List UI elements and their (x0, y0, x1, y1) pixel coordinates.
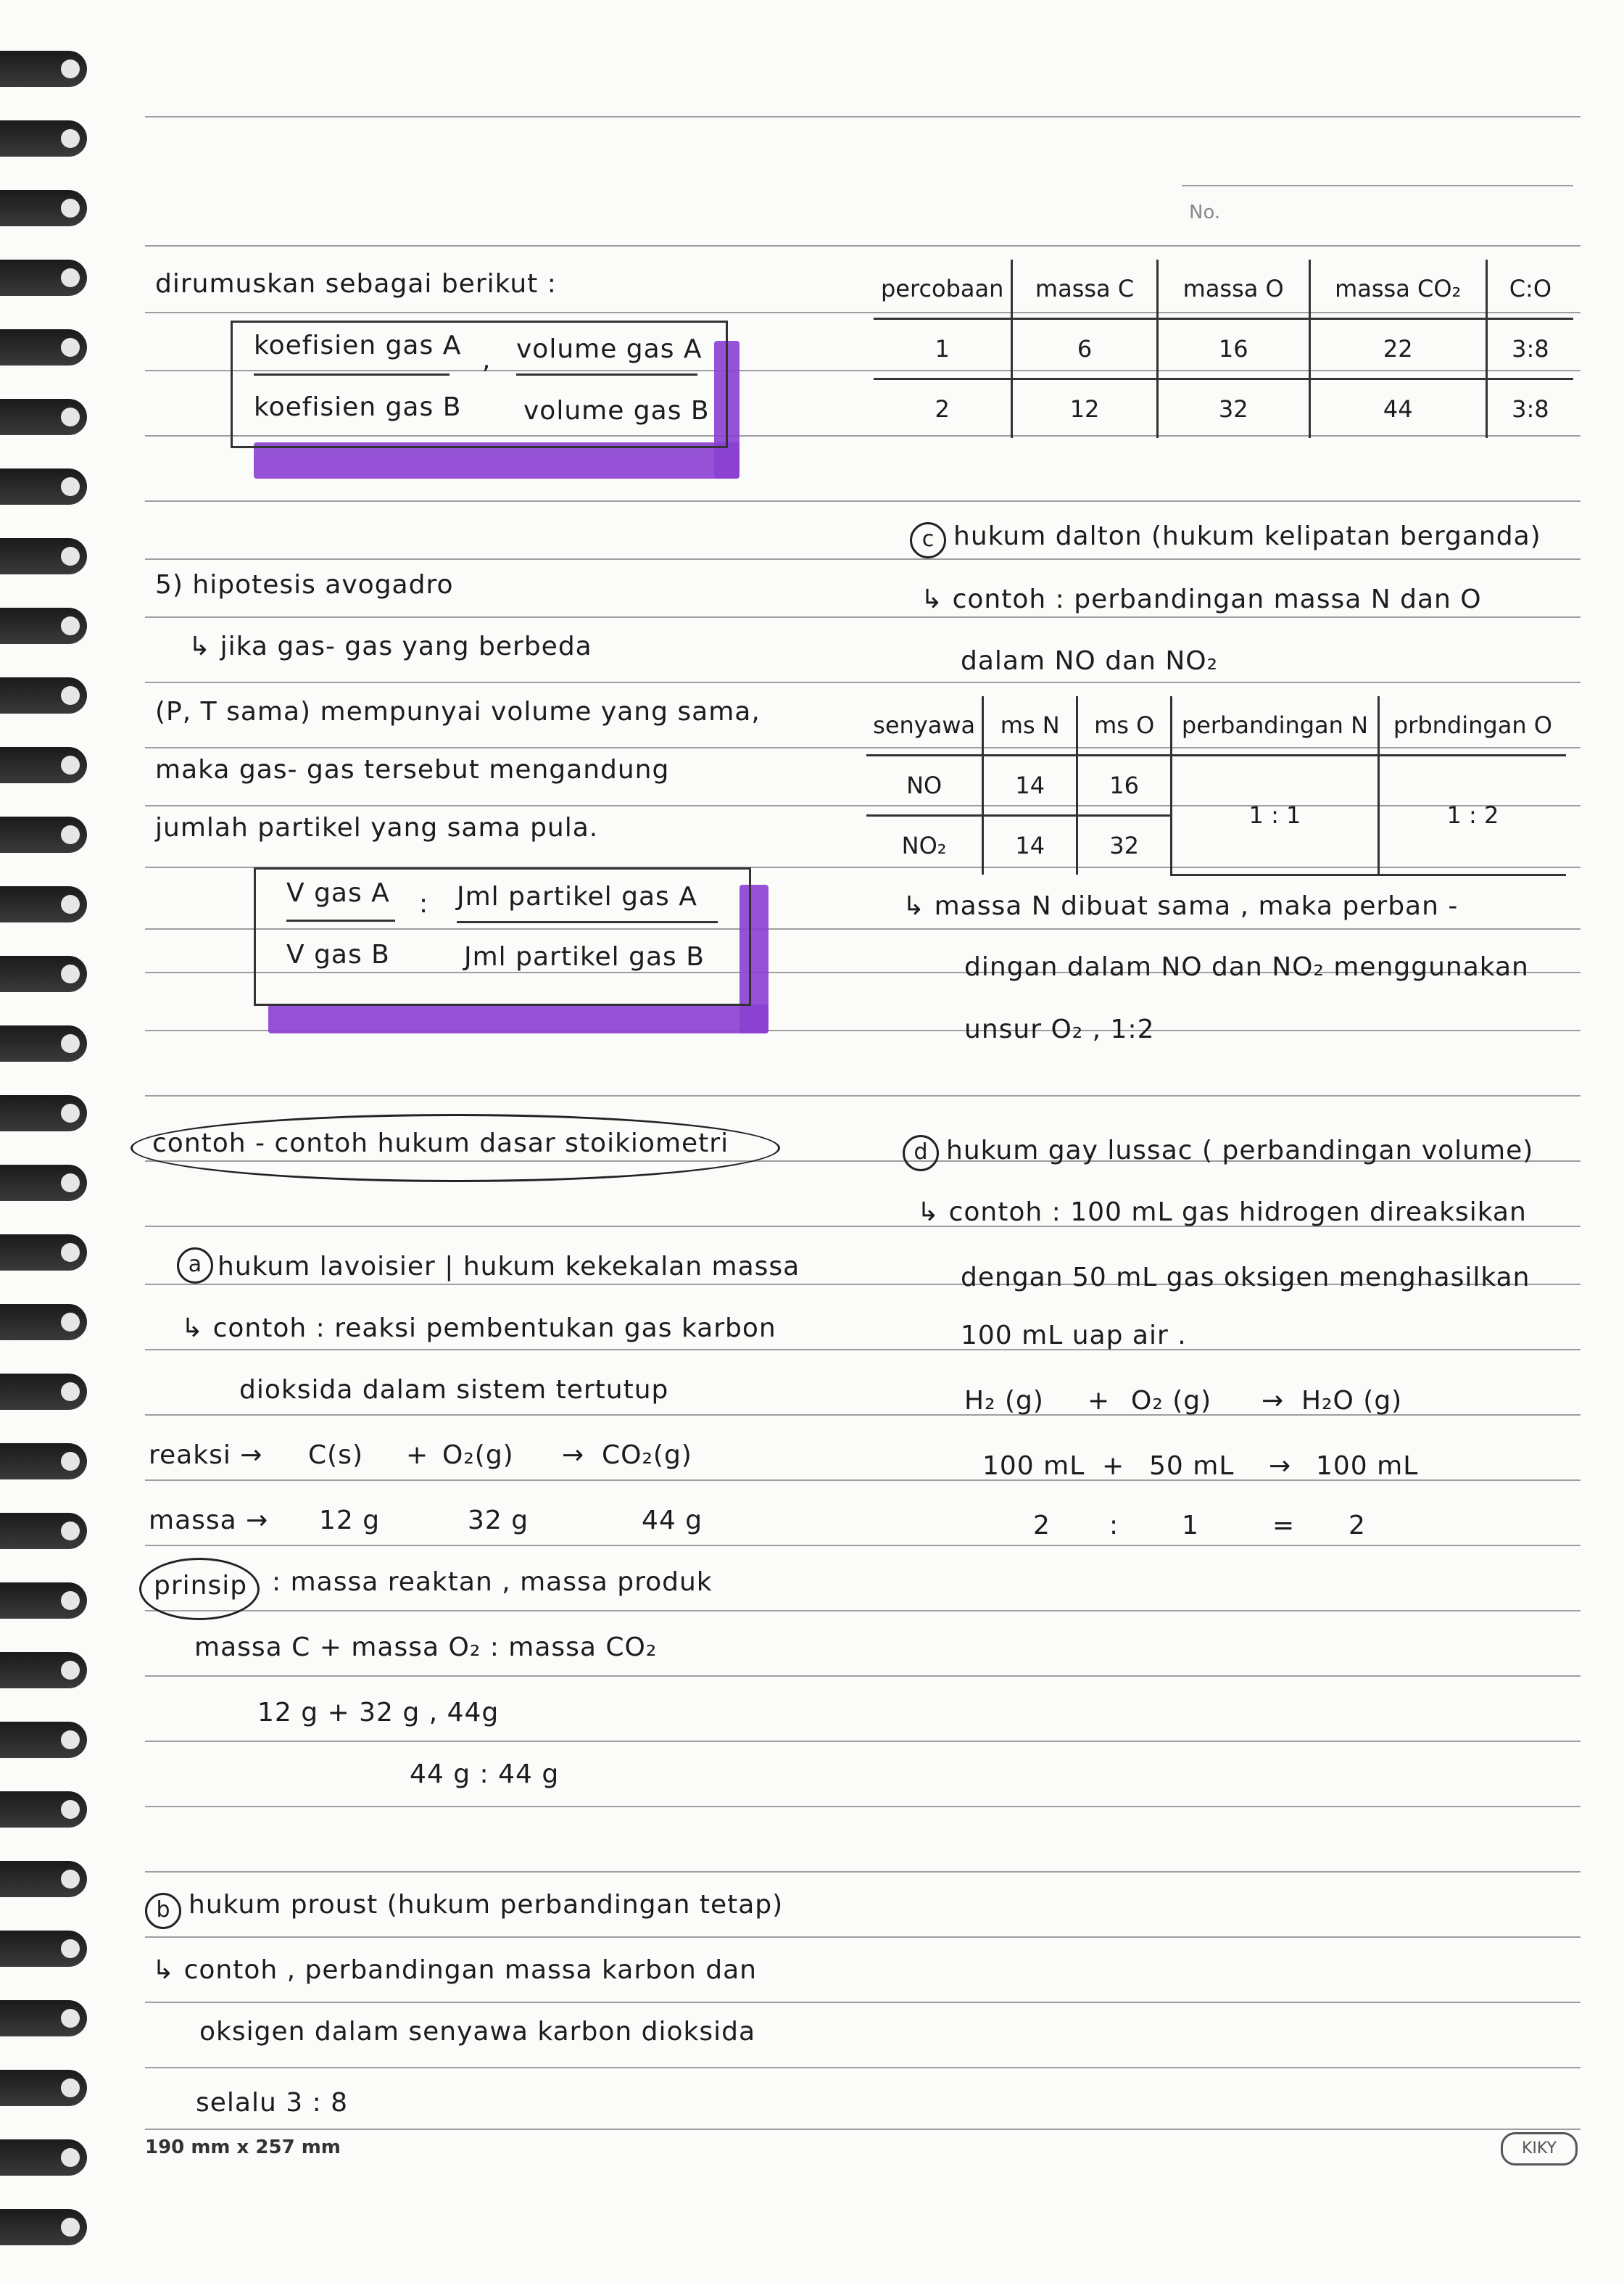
gl-plus: + (1088, 1386, 1111, 1416)
table-proust-header (874, 260, 1573, 319)
spiral-ring (0, 1025, 87, 1062)
gl-vol-1: 100 mL (982, 1451, 1085, 1481)
table-cell: 2 (874, 379, 1012, 439)
table-proust-head-1: percobaan (874, 260, 1012, 319)
spiral-ring (0, 51, 87, 87)
gl-ratio-1: 2 (1033, 1511, 1051, 1540)
d-line-3: 100 mL uap air . (961, 1321, 1187, 1350)
ruled-line (145, 1095, 1580, 1097)
gl-vol-3: 100 mL (1316, 1451, 1419, 1481)
spiral-ring (0, 1931, 87, 1967)
spiral-ring (0, 1095, 87, 1131)
formula1-frac-right (516, 373, 697, 376)
gl-ratio-colon: : (1109, 1511, 1119, 1540)
table-cell: 3:8 (1486, 319, 1573, 379)
table-dalton-head-1: senyawa (866, 696, 983, 756)
ruled-line (145, 1610, 1580, 1611)
table-dalton-header (866, 696, 1566, 756)
table-cell: 6 (1012, 319, 1157, 379)
s5-line-1: ↳ jika gas- gas yang berbeda (188, 632, 592, 661)
spiral-ring (0, 190, 87, 226)
calc-line-2: 12 g + 32 g , 44g (257, 1698, 500, 1727)
spiral-ring (0, 1791, 87, 1828)
table-cell: 16 (1077, 756, 1172, 816)
mass-product: 44 g (642, 1506, 703, 1535)
spiral-ring (0, 1234, 87, 1271)
calc-line-1: massa C + massa O₂ : massa CO₂ (194, 1632, 658, 1662)
mass-r1: 12 g (319, 1506, 381, 1535)
spiral-ring (0, 468, 87, 505)
calc-line-3: 44 g : 44 g (410, 1759, 560, 1789)
table-proust-head-2: massa C (1012, 260, 1157, 319)
ruled-line (145, 682, 1580, 683)
a-line-2: dioksida dalam sistem tertutup (239, 1375, 669, 1405)
a-letter-circle: a (177, 1247, 213, 1284)
reaction-product: CO₂(g) (602, 1440, 692, 1470)
reaction-plus: + (406, 1440, 429, 1470)
table-dalton-head-5: prbndingan O (1378, 696, 1566, 756)
reaction-r1: C(s) (308, 1440, 363, 1470)
ruled-line (145, 1349, 1580, 1350)
spiral-ring (0, 1652, 87, 1688)
b-line-3: selalu 3 : 8 (196, 2088, 349, 2118)
spiral-ring (0, 329, 87, 366)
gl-product: H₂O (g) (1301, 1386, 1403, 1416)
c-conclusion-2: dingan dalam NO dan NO₂ menggunakan (964, 952, 1529, 982)
formula2-den-right: Jml partikel gas B (464, 942, 705, 972)
table-cell: 14 (983, 816, 1077, 875)
b-letter-circle: b (145, 1893, 181, 1929)
table-dalton-head-2: ms N (983, 696, 1077, 756)
reaction-label: reaksi → (149, 1440, 263, 1470)
spiral-ring (0, 1165, 87, 1201)
spiral-ring (0, 2139, 87, 2176)
spiral-ring (0, 1443, 87, 1479)
ruled-line (145, 616, 1580, 618)
table-cell: 32 (1077, 816, 1172, 875)
mass-r2: 32 g (468, 1506, 529, 1535)
spiral-ring (0, 399, 87, 435)
formula1-num-left: koefisien gas A (254, 331, 462, 360)
table-dalton-head-3: ms O (1077, 696, 1172, 756)
spiral-ring (0, 2000, 87, 2036)
gl-r1: H₂ (g) (964, 1386, 1044, 1416)
d-title: hukum gay lussac ( perbandingan volume) (946, 1136, 1534, 1165)
ruled-line (145, 2067, 1580, 2068)
spiral-ring (0, 2070, 87, 2106)
table-cell: 12 (1012, 379, 1157, 439)
ruled-line (145, 1806, 1580, 1807)
ruled-line (145, 500, 1580, 502)
spiral-ring (0, 956, 87, 992)
table-cell: NO₂ (866, 816, 983, 875)
table-cell-ratio-o: 1 : 2 (1378, 756, 1566, 875)
spiral-ring (0, 538, 87, 574)
ruled-line (145, 245, 1580, 247)
ruled-line (145, 116, 1580, 117)
page-number-label: No. (1189, 202, 1221, 223)
d-line-2: dengan 50 mL gas oksigen menghasilkan (961, 1263, 1530, 1292)
gl-vol-2: 50 mL (1149, 1451, 1235, 1481)
reaction-arrow: → (562, 1440, 585, 1470)
formula1-den-left: koefisien gas B (254, 392, 462, 422)
table-dalton (866, 696, 1566, 876)
examples-title: contoh - contoh hukum dasar stoikiometri (152, 1128, 729, 1158)
s5-line-4: jumlah partikel yang sama pula. (155, 813, 599, 843)
formula1-frac-left (254, 373, 450, 376)
table-row (874, 319, 1573, 379)
spiral-ring (0, 677, 87, 714)
prinsip-label: prinsip (154, 1571, 248, 1601)
b-line-1: ↳ contoh , perbandingan massa karbon dan (152, 1955, 757, 1985)
gl-arrow: → (1262, 1386, 1285, 1416)
c-line-2: dalam NO dan NO₂ (961, 646, 1219, 676)
formula1-den-right: volume gas B (523, 396, 710, 426)
mass-label: massa → (149, 1506, 269, 1535)
formula1-num-right: volume gas A (516, 334, 703, 364)
ruled-line (145, 2002, 1580, 2003)
b-line-2: oksigen dalam senyawa karbon dioksida (199, 2017, 756, 2047)
a-title: hukum lavoisier | hukum kekekalan massa (218, 1252, 800, 1281)
spiral-ring (0, 1304, 87, 1340)
table-cell: 16 (1157, 319, 1309, 379)
formula2-num-left: V gas A (286, 878, 390, 908)
table-dalton-head-4: perbandingan N (1172, 696, 1379, 756)
spiral-ring (0, 2209, 87, 2245)
table-cell: 1 (874, 319, 1012, 379)
gl-vol-plus: + (1102, 1451, 1125, 1481)
table-row (866, 756, 1566, 816)
c-letter-circle: c (910, 522, 946, 558)
gl-vol-arrow: → (1269, 1451, 1292, 1481)
brand-logo: KIKY (1501, 2132, 1578, 2166)
spiral-ring (0, 747, 87, 783)
s5-title: 5) hipotesis avogadro (155, 570, 454, 600)
highlight-bar-2 (268, 1004, 768, 1033)
formula2-num-right: Jml partikel gas A (457, 882, 697, 912)
gl-r2: O₂ (g) (1131, 1386, 1212, 1416)
ruled-line (145, 1936, 1580, 1938)
s5-line-3: maka gas- gas tersebut mengandung (155, 755, 670, 785)
gl-ratio-eq: = (1272, 1511, 1296, 1540)
c-conclusion-1: ↳ massa N dibuat sama , maka perban - (903, 891, 1459, 921)
spiral-ring (0, 1374, 87, 1410)
formula2-frac-right (457, 921, 718, 923)
ruled-line (145, 558, 1580, 560)
spiral-ring (0, 1861, 87, 1897)
formula2-den-left: V gas B (286, 940, 390, 970)
ruled-line (145, 1741, 1580, 1742)
table-proust-head-3: massa O (1157, 260, 1309, 319)
s5-line-2: (P, T sama) mempunyai volume yang sama, (155, 697, 761, 727)
spiral-ring (0, 120, 87, 157)
a-line-1: ↳ contoh : reaksi pembentukan gas karbon (181, 1313, 776, 1343)
gl-ratio-3: 2 (1348, 1511, 1366, 1540)
formula2-frac-left (286, 920, 395, 922)
spiral-ring (0, 1513, 87, 1549)
c-title: hukum dalton (hukum kelipatan berganda) (953, 521, 1541, 551)
spiral-ring (0, 886, 87, 922)
gl-ratio-2: 1 (1182, 1511, 1199, 1540)
table-cell: 44 (1309, 379, 1486, 439)
d-line-1: ↳ contoh : 100 mL gas hidrogen direaksikan (917, 1197, 1527, 1227)
b-title: hukum proust (hukum perbandingan tetap) (188, 1890, 784, 1920)
table-cell: 14 (983, 756, 1077, 816)
table-proust-head-5: C:O (1486, 260, 1573, 319)
ruled-line (145, 2129, 1580, 2130)
spiral-ring (0, 1582, 87, 1619)
table-proust (874, 260, 1573, 438)
reaction-r2: O₂(g) (442, 1440, 514, 1470)
spiral-ring (0, 260, 87, 296)
paper-size-label: 190 mm x 257 mm (145, 2137, 341, 2158)
spiral-ring (0, 608, 87, 644)
table-cell: 22 (1309, 319, 1486, 379)
header-line (1182, 185, 1573, 186)
ruled-line (145, 1545, 1580, 1546)
spiral-ring (0, 1722, 87, 1758)
formula-intro: dirumuskan sebagai berikut : (155, 269, 557, 299)
d-letter-circle: d (903, 1135, 939, 1171)
formula2-eq: : (419, 889, 429, 919)
table-cell: NO (866, 756, 983, 816)
table-cell-ratio-n: 1 : 1 (1172, 756, 1379, 875)
table-row (874, 379, 1573, 439)
prinsip-text: : massa reaktan , massa produk (272, 1567, 713, 1597)
c-conclusion-3: unsur O₂ , 1:2 (964, 1015, 1155, 1044)
table-proust-head-4: massa CO₂ (1309, 260, 1486, 319)
ruled-line (145, 1871, 1580, 1873)
formula1-eq: , (482, 345, 492, 375)
ruled-line (145, 1675, 1580, 1677)
table-cell: 32 (1157, 379, 1309, 439)
spiral-ring (0, 817, 87, 853)
c-line-1: ↳ contoh : perbandingan massa N dan O (921, 585, 1482, 614)
table-cell: 3:8 (1486, 379, 1573, 439)
